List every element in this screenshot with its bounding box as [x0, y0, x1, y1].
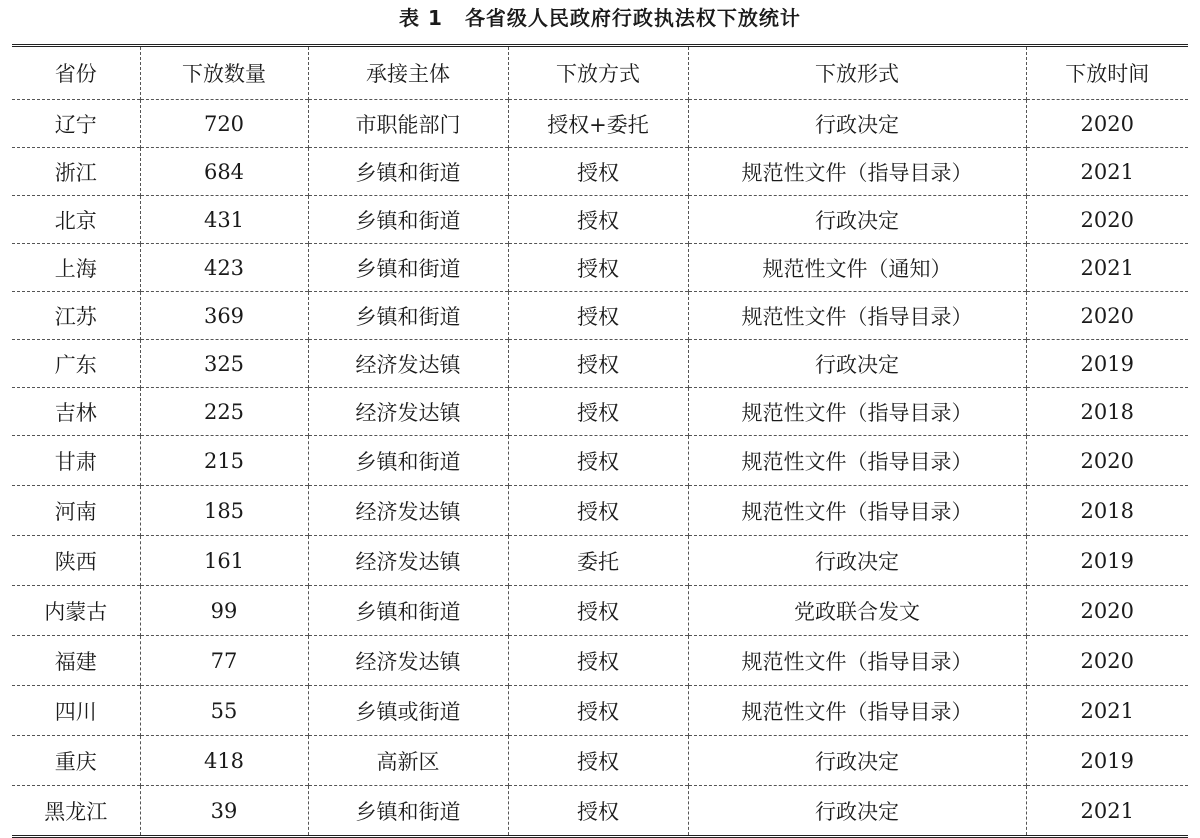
cell-year: 2021 — [1026, 786, 1188, 836]
cell-recipient: 乡镇或街道 — [308, 686, 508, 736]
cell-year: 2019 — [1026, 536, 1188, 586]
cell-province: 福建 — [12, 636, 140, 686]
cell-method: 授权 — [508, 196, 688, 244]
cell-recipient: 乡镇和街道 — [308, 196, 508, 244]
cell-year: 2019 — [1026, 340, 1188, 388]
cell-province: 广东 — [12, 340, 140, 388]
cell-form: 规范性文件（指导目录） — [688, 636, 1026, 686]
cell-recipient: 乡镇和街道 — [308, 436, 508, 486]
cell-count: 684 — [140, 148, 308, 196]
cell-province: 吉林 — [12, 388, 140, 436]
cell-count: 77 — [140, 636, 308, 686]
cell-form: 行政决定 — [688, 786, 1026, 836]
cell-form: 行政决定 — [688, 340, 1026, 388]
table-title: 各省级人民政府行政执法权下放统计 — [464, 6, 801, 30]
cell-year: 2018 — [1026, 486, 1188, 536]
cell-form: 规范性文件（通知） — [688, 244, 1026, 292]
cell-province: 内蒙古 — [12, 586, 140, 636]
cell-form: 规范性文件（指导目录） — [688, 686, 1026, 736]
cell-recipient: 乡镇和街道 — [308, 244, 508, 292]
header-method: 下放方式 — [508, 47, 688, 100]
cell-province: 浙江 — [12, 148, 140, 196]
table-row — [12, 436, 1188, 486]
cell-year: 2020 — [1026, 636, 1188, 686]
cell-recipient: 经济发达镇 — [308, 340, 508, 388]
cell-form: 规范性文件（指导目录） — [688, 486, 1026, 536]
cell-province: 河南 — [12, 486, 140, 536]
table-row — [12, 786, 1188, 836]
table-number: 表 1 — [399, 6, 443, 30]
cell-year: 2019 — [1026, 736, 1188, 786]
statistics-table — [12, 47, 1188, 835]
cell-recipient: 乡镇和街道 — [308, 586, 508, 636]
cell-form: 行政决定 — [688, 196, 1026, 244]
cell-recipient: 经济发达镇 — [308, 536, 508, 586]
cell-method: 授权 — [508, 340, 688, 388]
cell-form: 规范性文件（指导目录） — [688, 388, 1026, 436]
table-header-row — [12, 47, 1188, 100]
cell-year: 2021 — [1026, 686, 1188, 736]
cell-count: 418 — [140, 736, 308, 786]
cell-recipient: 乡镇和街道 — [308, 786, 508, 836]
cell-recipient: 经济发达镇 — [308, 636, 508, 686]
cell-method: 授权 — [508, 486, 688, 536]
table-row — [12, 196, 1188, 244]
table-caption — [0, 4, 1200, 32]
cell-province: 黑龙江 — [12, 786, 140, 836]
cell-form: 党政联合发文 — [688, 586, 1026, 636]
cell-province: 甘肃 — [12, 436, 140, 486]
table-row — [12, 686, 1188, 736]
table-row — [12, 148, 1188, 196]
table-row — [12, 486, 1188, 536]
cell-recipient: 经济发达镇 — [308, 388, 508, 436]
cell-method: 授权 — [508, 636, 688, 686]
header-province: 省份 — [54, 62, 97, 86]
table-row — [12, 292, 1188, 340]
cell-year: 2020 — [1026, 292, 1188, 340]
cell-form: 规范性文件（指导目录） — [688, 436, 1026, 486]
cell-method: 授权 — [508, 244, 688, 292]
table-row — [12, 388, 1188, 436]
cell-method: 授权 — [508, 148, 688, 196]
cell-recipient: 高新区 — [308, 736, 508, 786]
cell-province: 四川 — [12, 686, 140, 736]
cell-method: 授权 — [508, 586, 688, 636]
table-row — [12, 536, 1188, 586]
cell-count: 225 — [140, 388, 308, 436]
cell-recipient: 经济发达镇 — [308, 486, 508, 536]
cell-year: 2020 — [1026, 436, 1188, 486]
cell-count: 99 — [140, 586, 308, 636]
cell-count: 161 — [140, 536, 308, 586]
table-row — [12, 340, 1188, 388]
table-row — [12, 736, 1188, 786]
table-container — [12, 44, 1188, 838]
cell-year: 2020 — [1026, 100, 1188, 148]
table-row — [12, 100, 1188, 148]
header-count: 下放数量 — [140, 47, 308, 100]
cell-form: 行政决定 — [688, 100, 1026, 148]
cell-year: 2021 — [1026, 148, 1188, 196]
header-recipient: 承接主体 — [308, 47, 508, 100]
cell-form: 规范性文件（指导目录） — [688, 292, 1026, 340]
cell-form: 规范性文件（指导目录） — [688, 148, 1026, 196]
cell-form: 行政决定 — [688, 736, 1026, 786]
cell-count: 55 — [140, 686, 308, 736]
table-row — [12, 586, 1188, 636]
table-row — [12, 636, 1188, 686]
cell-method: 授权 — [508, 436, 688, 486]
cell-province: 辽宁 — [12, 100, 140, 148]
cell-province: 陕西 — [12, 536, 140, 586]
cell-method: 授权 — [508, 292, 688, 340]
header-form: 下放形式 — [688, 47, 1026, 100]
cell-method: 授权 — [508, 388, 688, 436]
cell-count: 431 — [140, 196, 308, 244]
cell-recipient: 乡镇和街道 — [308, 148, 508, 196]
cell-count: 185 — [140, 486, 308, 536]
cell-method: 授权 — [508, 736, 688, 786]
cell-province: 北京 — [12, 196, 140, 244]
cell-count: 325 — [140, 340, 308, 388]
cell-year: 2020 — [1026, 586, 1188, 636]
cell-year: 2018 — [1026, 388, 1188, 436]
cell-count: 39 — [140, 786, 308, 836]
cell-province: 重庆 — [12, 736, 140, 786]
table-row — [12, 244, 1188, 292]
cell-recipient: 市职能部门 — [308, 100, 508, 148]
cell-year: 2020 — [1026, 196, 1188, 244]
cell-province: 上海 — [12, 244, 140, 292]
cell-method: 授权 — [508, 786, 688, 836]
cell-recipient: 乡镇和街道 — [308, 292, 508, 340]
cell-method: 授权+委托 — [508, 100, 688, 148]
table-body — [12, 100, 1188, 836]
cell-form: 行政决定 — [688, 536, 1026, 586]
cell-province: 江苏 — [12, 292, 140, 340]
header-year: 下放时间 — [1026, 47, 1188, 100]
cell-count: 369 — [140, 292, 308, 340]
cell-method: 委托 — [508, 536, 688, 586]
cell-method: 授权 — [508, 686, 688, 736]
cell-count: 215 — [140, 436, 308, 486]
cell-count: 423 — [140, 244, 308, 292]
cell-count: 720 — [140, 100, 308, 148]
cell-year: 2021 — [1026, 244, 1188, 292]
